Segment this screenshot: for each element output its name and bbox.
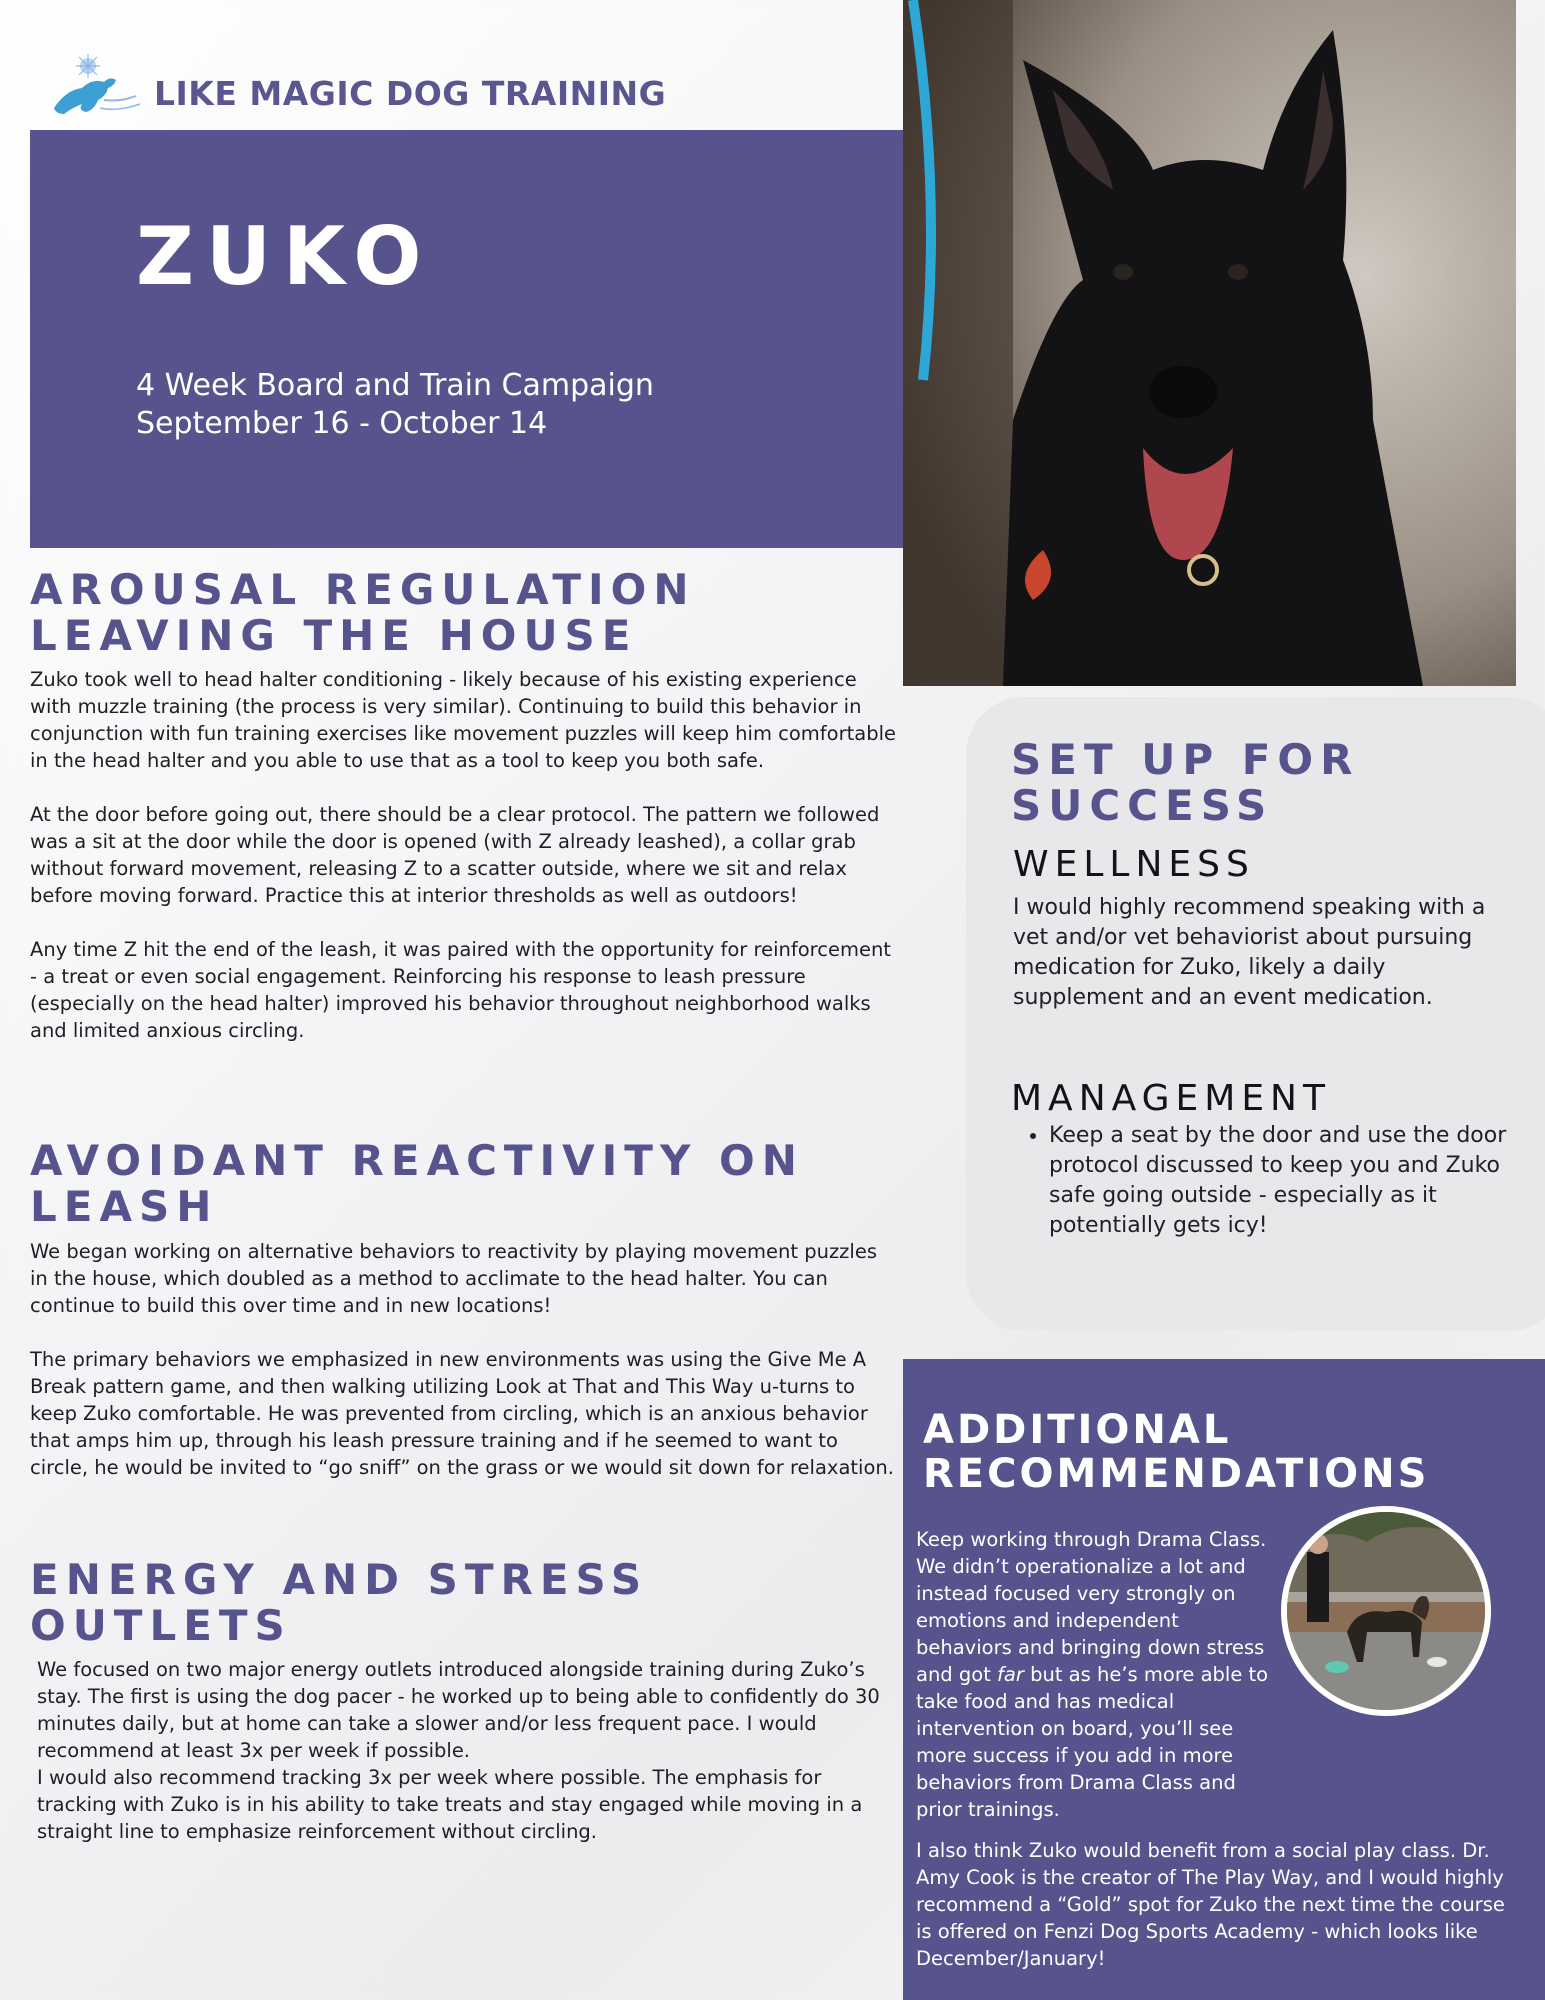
management-list-item: • Keep a seat by the door and use the door protocol discussed to keep you and Zuko safe going outside - especially as it potentially gets icy! xyxy=(1049,1121,1509,1241)
program-info xyxy=(136,367,654,443)
dog-portrait-photo xyxy=(903,0,1516,686)
reactivity-title-line2: LEASH xyxy=(30,1182,219,1231)
reactivity-paragraph-1: We began working on alternative behaviors to reactivity by playing movement puzzles in the house, which doubled as a method to acclimate to the head halter. You can continue to build this over time and in new locations! xyxy=(30,1240,877,1317)
brand-logo-icon xyxy=(48,52,148,122)
dog-name-title: ZUKO xyxy=(136,210,434,303)
additional-title-line1: ADDITIONAL xyxy=(923,1407,1232,1453)
reactivity-title-line1: AVOIDANT REACTIVITY ON xyxy=(30,1136,804,1185)
management-list xyxy=(1013,1121,1509,1241)
reactivity-section-title xyxy=(30,1138,804,1230)
arousal-paragraph-1: Zuko took well to head halter conditioning - likely because of his existing experience with muzzle training (the process is very similar). Continuing to build this behavior in conjunction with fun training exercises like movement puzzles will keep him comfortable in the head halter and you able to use that as a tool to keep you both safe. xyxy=(30,668,896,772)
arousal-paragraph-3: Any time Z hit the end of the leash, it was paired with the opportunity for reinforcement - a treat or even social engagement. Reinforcing his response to leash pressure (especially on the head halter) improved his behavior throughout neighborhood walks and limited anxious circling. xyxy=(30,938,891,1042)
setup-title-line1: SET UP FOR xyxy=(1011,735,1360,784)
setup-title-line2: SUCCESS xyxy=(1011,781,1274,830)
additional-section-title xyxy=(923,1408,1429,1496)
arousal-paragraph-2: At the door before going out, there should be a clear protocol. The pattern we followed was a sit at the door while the door is opened (with Z already leashed), a collar grab without forward movement, releasing Z to a scatter outside, where we sit and relax before moving forward. Practice this at interior thresholds as well as outdoors! xyxy=(30,803,880,907)
additional-recommendations-panel xyxy=(903,1359,1545,2000)
arousal-title-line2: LEAVING THE HOUSE xyxy=(30,611,638,660)
management-heading: MANAGEMENT xyxy=(1011,1078,1331,1119)
additional-paragraph-1-start: Keep working through Drama Class. We didn’t operationalize a lot and instead focused very strongly on emotions and independent behaviors and bringing down stress and got xyxy=(916,1528,1267,1686)
energy-title-line2: OUTLETS xyxy=(30,1601,292,1650)
arousal-section-body xyxy=(30,666,896,1044)
arousal-section-title xyxy=(30,567,696,659)
program-dates: September 16 - October 14 xyxy=(136,406,548,441)
wellness-text: I would highly recommend speaking with a vet and/or vet behaviorist about pursuing medication for Zuko, likely a daily supplement and an event medication. xyxy=(1013,895,1486,1010)
energy-title-line1: ENERGY AND STRESS xyxy=(30,1555,649,1604)
brand-name: LIKE MAGIC DOG TRAINING xyxy=(154,74,667,113)
energy-paragraph-2: I would also recommend tracking 3x per week where possible. The emphasis for tracking with Zuko is in his ability to take treats and stay engaged while moving in a straight line to emphasize reinforcement without circling. xyxy=(37,1766,863,1843)
reactivity-paragraph-2: The primary behaviors we emphasized in new environments was using the Give Me A Break pattern game, and then walking utilizing Look at That and This Way u-turns to keep Zuko comfortable. He was prevented from circling, which is an anxious behavior that amps him up, through his leash pressure training and if he seemed to want to circle, he would be invited to “go sniff” on the grass or we would sit down for relaxation. xyxy=(30,1348,894,1479)
training-session-photo xyxy=(1281,1506,1491,1716)
additional-paragraph-1-end: but as he’s more able to take food and has medical intervention on board, you’ll see more success if you add in more behaviors from Drama Class and prior trainings. xyxy=(916,1663,1269,1821)
energy-section-body xyxy=(37,1656,897,1845)
wellness-heading: WELLNESS xyxy=(1013,844,1255,885)
reactivity-section-body xyxy=(30,1238,896,1481)
program-name: 4 Week Board and Train Campaign xyxy=(136,368,654,403)
additional-paragraph-1 xyxy=(916,1526,1276,1823)
dog-portrait-illustration xyxy=(903,0,1516,686)
additional-paragraph-2: I also think Zuko would benefit from a social play class. Dr. Amy Cook is the creator of The Play Way, and I would highly recommend a “Gold” spot for Zuko the next time the course is offered on Fenzi Dog Sports Academy - which looks like December/January! xyxy=(916,1839,1505,1970)
energy-paragraph-1: We focused on two major energy outlets introduced alongside training during Zuko’s stay. The first is using the dog pacer - he worked up to being able to confidently do 30 minutes daily, but at home can take a slower and/or less frequent pace. I would recommend at least 3x per week if possible. xyxy=(37,1658,880,1762)
additional-paragraph-1-emphasis: far xyxy=(997,1663,1024,1686)
additional-title-line2: RECOMMENDATIONS xyxy=(923,1451,1430,1497)
setup-section-title xyxy=(1011,737,1359,829)
hero-banner xyxy=(30,130,903,548)
energy-section-title xyxy=(30,1557,648,1649)
training-session-illustration xyxy=(1287,1512,1485,1710)
arousal-title-line1: AROUSAL REGULATION xyxy=(30,565,696,614)
